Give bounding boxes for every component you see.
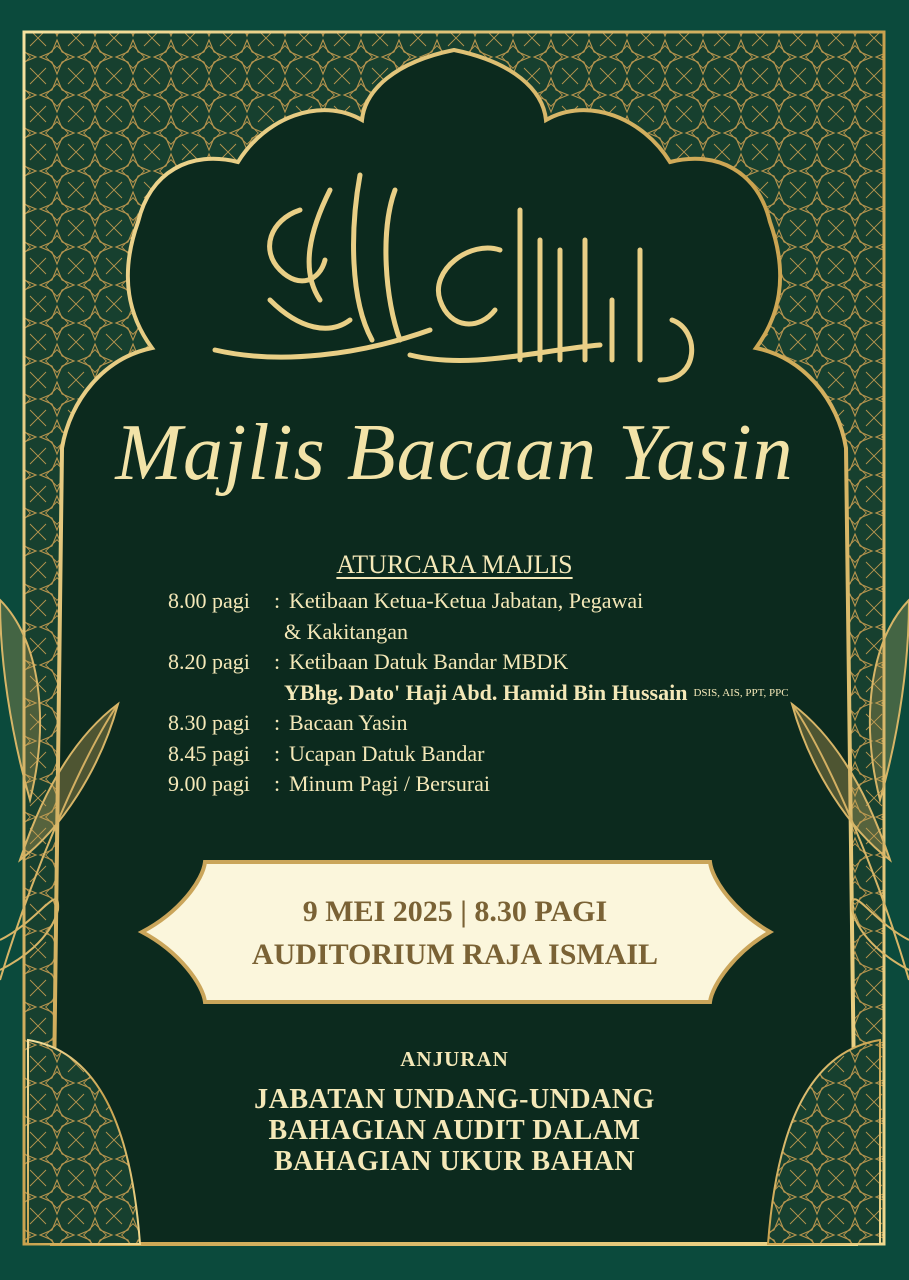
agenda-time: 8.20 pagi <box>168 649 250 674</box>
event-date-time: 9 MEI 2025 | 8.30 PAGI <box>302 895 608 928</box>
agenda-time: 8.00 pagi <box>168 588 250 613</box>
agenda-time: 8.30 pagi <box>168 710 250 735</box>
agenda-item <box>168 647 868 678</box>
agenda-guest <box>168 678 868 709</box>
agenda-item <box>168 739 868 770</box>
guest-name: YBhg. Dato' Haji Abd. Hamid Bin Hussain <box>284 679 688 705</box>
agenda-item <box>168 769 868 800</box>
agenda-desc: Minum Pagi / Bersurai <box>289 771 491 796</box>
agenda-colon: : <box>274 649 281 674</box>
agenda-colon: : <box>274 771 281 796</box>
agenda-desc: Ketibaan Datuk Bandar MBDK <box>289 649 569 674</box>
agenda-list <box>168 586 868 800</box>
agenda-colon: : <box>274 588 281 613</box>
agenda-colon: : <box>274 710 281 735</box>
agenda-desc: Bacaan Yasin <box>289 710 408 735</box>
organizer-item: JABATAN UNDANG-UNDANG <box>254 1084 655 1115</box>
agenda-desc: Ketibaan Ketua-Ketua Jabatan, Pegawai <box>289 588 644 613</box>
agenda-time: 8.45 pagi <box>168 740 250 766</box>
agenda-desc: Ucapan Datuk Bandar <box>289 740 485 766</box>
agenda-colon: : <box>274 740 281 766</box>
guest-titles: DSIS, AIS, PPT, PPC <box>693 686 789 699</box>
date-banner <box>142 862 770 1002</box>
agenda-time: 9.00 pagi <box>168 771 250 796</box>
agenda-item-cont <box>168 617 868 648</box>
organizer-heading: ANJURAN <box>400 1047 509 1071</box>
agenda-desc-cont: & Kakitangan <box>284 618 409 644</box>
organizer-item: BAHAGIAN UKUR BAHAN <box>273 1146 636 1177</box>
organizer-item: BAHAGIAN AUDIT DALAM <box>268 1115 641 1146</box>
event-venue: AUDITORIUM RAJA ISMAIL <box>251 938 659 971</box>
agenda-heading: ATURCARA MAJLIS <box>336 550 573 579</box>
agenda-item <box>168 586 868 617</box>
agenda-item <box>168 708 868 739</box>
event-title: Majlis Bacaan Yasin <box>115 409 794 497</box>
